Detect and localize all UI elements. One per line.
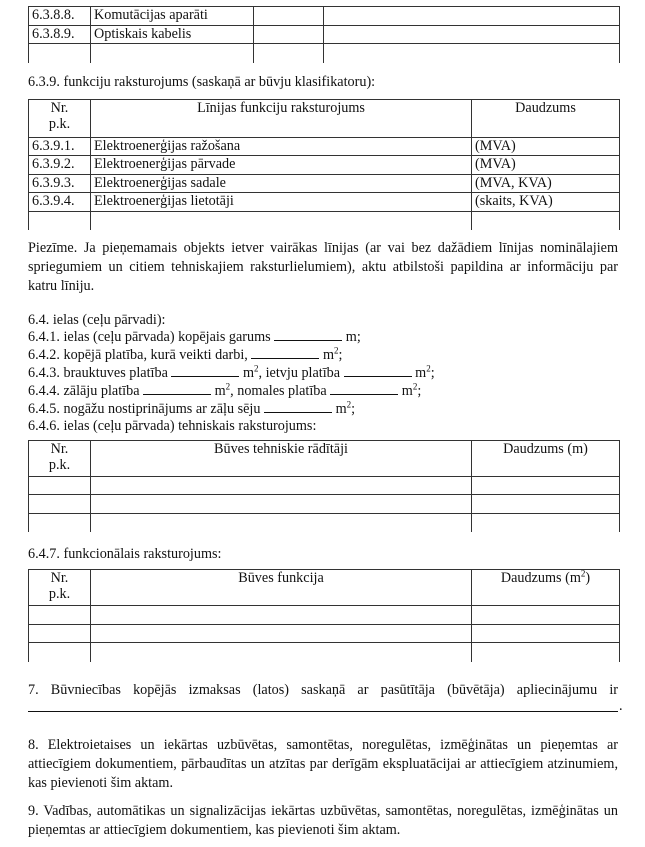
row-label: Elektroenerģijas ražošana: [91, 138, 472, 156]
row-label: Komutācijas aparāti: [91, 7, 254, 26]
input-cell[interactable]: [472, 212, 620, 230]
table-6-3-9: [28, 99, 620, 230]
table-row: [29, 26, 620, 44]
row-number: 6.3.9.1.: [29, 138, 91, 156]
item-6-4-5: 6.4.5. nogāžu nostiprinājums ar zāļu sēju $m^2$;: [28, 399, 356, 417]
input-cell[interactable]: [324, 26, 620, 44]
input-cell[interactable]: [472, 625, 620, 643]
row-label: Optiskais kabelis: [91, 26, 254, 44]
input-cell[interactable]: [472, 606, 620, 625]
total-cost-input[interactable]: [28, 695, 618, 712]
input-cell[interactable]: [91, 44, 254, 63]
table-6-4-6: [28, 440, 620, 532]
row-quantity[interactable]: (MVA, KVA): [472, 175, 620, 193]
section-9-text: 9. Vadības, automātikas un signalizācijas iekārtas uzbūvētas, samontētas, noregulētas, izmēģinātas un pieņemtas ar attiecīgiem dokumentiem, kas pievienoti šim aktam.: [28, 803, 618, 838]
table-header-row: [29, 441, 620, 477]
input-cell[interactable]: [91, 212, 472, 230]
input-cell[interactable]: [91, 495, 472, 514]
table-6-4-7: [28, 569, 620, 662]
input-cell[interactable]: [324, 44, 620, 63]
section-heading-6-3-9: 6.3.9. funkciju raksturojums (saskaņā ar būvju klasifikatoru):: [28, 74, 376, 90]
row-number: 6.3.8.9.: [29, 26, 91, 44]
row-label: Elektroenerģijas sadale: [91, 175, 472, 193]
input-cell[interactable]: [91, 625, 472, 643]
table-row: [29, 625, 620, 643]
row-label: Elektroenerģijas lietotāji: [91, 193, 472, 212]
input-cell[interactable]: [91, 514, 472, 532]
table-6-3-8: [28, 6, 620, 63]
table-row: [29, 643, 620, 662]
row-quantity[interactable]: (MVA): [472, 138, 620, 156]
header-building-function: Būves funkcija: [91, 570, 472, 606]
header-quantity-m2: Daudzums $(m^2)$: [472, 570, 620, 606]
input-cell[interactable]: [91, 643, 472, 662]
input-cell[interactable]: [472, 643, 620, 662]
item-6-4-4: 6.4.4. zālāju platība $m^2$, nomales platība $m^2$;: [28, 381, 422, 399]
total-area-input[interactable]: [251, 346, 319, 359]
section-heading-6-4: 6.4. ielas (ceļu pārvadi):: [28, 312, 166, 328]
input-cell[interactable]: [29, 212, 91, 230]
row-label: Elektroenerģijas pārvade: [91, 156, 472, 175]
row-number: 6.3.9.3.: [29, 175, 91, 193]
sidewalk-area-input[interactable]: [344, 364, 412, 377]
header-nr: Nr. p.k.: [29, 100, 91, 138]
table-row: [29, 44, 620, 63]
input-cell[interactable]: [91, 606, 472, 625]
carriageway-area-input[interactable]: [171, 364, 239, 377]
lawn-area-input[interactable]: [143, 382, 211, 395]
shoulder-area-input[interactable]: [330, 382, 398, 395]
header-nr: Nr. p.k.: [29, 570, 91, 606]
table-header-row: [29, 570, 620, 606]
table-row: [29, 212, 620, 230]
input-cell[interactable]: [29, 514, 91, 532]
input-cell[interactable]: [472, 495, 620, 514]
table-row: [29, 606, 620, 625]
input-cell[interactable]: [254, 7, 324, 26]
table-row: [29, 7, 620, 26]
row-number: 6.3.9.2.: [29, 156, 91, 175]
section-7-text: 7. Būvniecības kopējās izmaksas (latos) saskaņā ar pasūtītāja (būvētāja) apliecinājumu ir: [28, 682, 618, 698]
input-cell[interactable]: [29, 44, 91, 63]
input-cell[interactable]: [254, 26, 324, 44]
row-number: 6.3.9.4.: [29, 193, 91, 212]
input-cell[interactable]: [29, 606, 91, 625]
input-cell[interactable]: [29, 477, 91, 495]
row-quantity[interactable]: (MVA): [472, 156, 620, 175]
item-6-4-7: 6.4.7. funkcionālais raksturojums:: [28, 546, 222, 562]
table-row: [29, 495, 620, 514]
length-input[interactable]: [274, 328, 342, 341]
input-cell[interactable]: [29, 643, 91, 662]
note-paragraph: Piezīme. Ja pieņemamais objekts ietver vairākas līnijas (ar vai bez dažādiem līnijas nominālajiem spriegumiem un citiem tehniskajiem raksturlielumiem), aktu atbilstoši papildina ar informāciju par katru līniju.: [28, 240, 618, 294]
row-number: 6.3.8.8.: [29, 7, 91, 26]
item-6-4-1: 6.4.1. ielas (ceļu pārvada) kopējais garums m;: [28, 329, 361, 345]
section-8-text: 8. Elektroietaises un iekārtas uzbūvētas, samontētas, noregulētas, izmēģinātas un pieņemtas ar attiecīgiem dokumentiem, pārbaudītas un atzītas par derīgām ekspluatācijai ar attiecīgiem atzinumiem, kas pievienoti šim aktam.: [28, 737, 618, 791]
input-cell[interactable]: [91, 477, 472, 495]
item-6-4-3: 6.4.3. brauktuves platība $m^2$, ietvju platība $m^2$;: [28, 363, 435, 381]
header-quantity: Daudzums (m): [472, 441, 620, 477]
header-nr: Nr. p.k.: [29, 441, 91, 477]
input-cell[interactable]: [324, 7, 620, 26]
input-cell[interactable]: [472, 514, 620, 532]
header-function: Līnijas funkciju raksturojums: [91, 100, 472, 138]
slope-reinforcement-input[interactable]: [264, 400, 332, 413]
section-7-period: .: [619, 698, 623, 714]
item-6-4-6: 6.4.6. ielas (ceļu pārvada) tehniskais raksturojums:: [28, 418, 317, 434]
input-cell[interactable]: [29, 495, 91, 514]
table-row: [29, 193, 620, 212]
table-row: [29, 514, 620, 532]
table-header-row: [29, 100, 620, 138]
input-cell[interactable]: [254, 44, 324, 63]
table-row: [29, 156, 620, 175]
table-row: [29, 477, 620, 495]
row-quantity[interactable]: (skaits, KVA): [472, 193, 620, 212]
input-cell[interactable]: [472, 477, 620, 495]
header-quantity: Daudzums: [472, 100, 620, 138]
header-technical-indicators: Būves tehniskie rādītāji: [91, 441, 472, 477]
item-6-4-2: 6.4.2. kopējā platība, kurā veikti darbi, $m^2$;: [28, 345, 343, 363]
table-row: [29, 138, 620, 156]
input-cell[interactable]: [29, 625, 91, 643]
table-row: [29, 175, 620, 193]
